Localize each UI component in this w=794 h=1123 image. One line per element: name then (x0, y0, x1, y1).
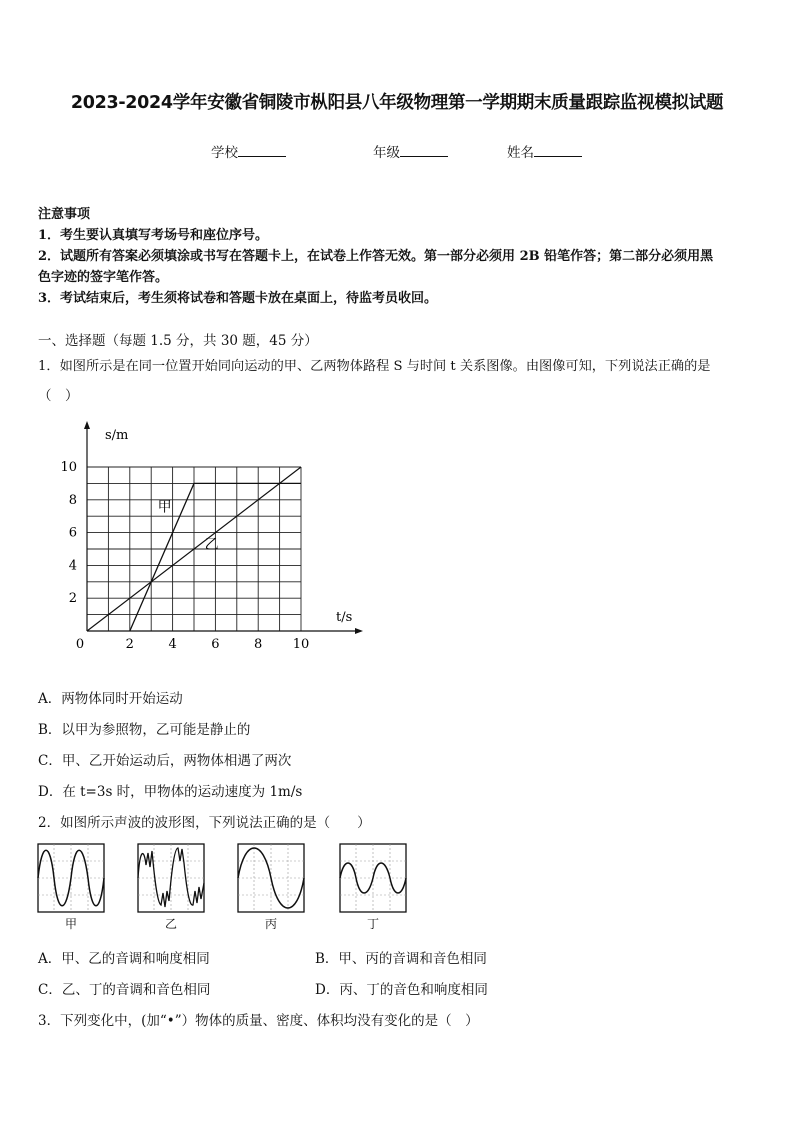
x-tick-label: 10 (292, 637, 310, 652)
series-label-yi: 乙 (204, 537, 219, 553)
q3-stem: 3．下列变化中，(加“•”）物体的质量、密度、体积均没有变化的是（ ） (38, 1013, 479, 1029)
q1-option-c[interactable]: C．甲、乙开始运动后，两物体相遇了两次 (38, 753, 292, 769)
waveform-bing-label: 丙 (264, 917, 277, 931)
q2-option-b[interactable]: B．甲、丙的音调和音色相同 (315, 951, 487, 967)
waveform-yi (137, 843, 205, 913)
q1-stem: 1．如图所示是在同一位置开始同向运动的甲、乙两物体路程 S 与时间 t 关系图像。由图像可知，下列说法正确的是 (38, 359, 711, 374)
q1-option-b[interactable]: B．以甲为参照物，乙可能是静止的 (38, 722, 251, 738)
waveform-bing (237, 843, 305, 913)
q2-option-a[interactable]: A．甲、乙的音调和响度相同 (38, 951, 210, 967)
grade-label: 年级 (373, 145, 400, 161)
x-axis-arrow (355, 628, 363, 634)
grade-blank[interactable] (400, 144, 448, 157)
y-tick-label: 8 (68, 492, 77, 508)
q1-stem-paren: （ ） (38, 388, 79, 404)
page-title: 2023-2024学年安徽省铜陵市枞阳县八年级物理第一学期期末质量跟踪监视模拟试题 (70, 93, 724, 113)
q2-option-c[interactable]: C．乙、丁的音调和音色相同 (38, 982, 211, 998)
y-axis-arrow (84, 421, 90, 429)
school-field (211, 141, 286, 161)
x-tick-label: 0 (75, 637, 85, 652)
notice-item-2: 2．试题所有答案必须填涂或书写在答题卡上，在试卷上作答无效。第一部分必须用 2B 铅笔作答；第二部分必须用黑 (38, 249, 714, 264)
x-tick-label: 8 (254, 637, 263, 652)
series-label-jia: 甲 (157, 499, 172, 516)
x-tick-label: 4 (168, 637, 177, 652)
q1-option-a[interactable]: A．两物体同时开始运动 (38, 691, 183, 707)
waveform-yi-label: 乙 (164, 917, 177, 931)
y-tick-label: 4 (68, 558, 77, 574)
school-label: 学校 (211, 145, 238, 161)
y-axis-label: s/m (105, 428, 129, 443)
x-axis-label: t/s (336, 610, 353, 625)
notice-item-2-cont: 色字迹的签字笔作答。 (38, 270, 169, 285)
waveform-jia (37, 843, 105, 913)
q2-option-d[interactable]: D．丙、丁的音色和响度相同 (315, 982, 488, 998)
name-field (507, 141, 582, 161)
y-tick-label: 6 (68, 525, 77, 541)
grade-field (373, 141, 448, 161)
notice-item-3: 3．考试结束后，考生须将试卷和答题卡放在桌面上，待监考员收回。 (38, 291, 438, 306)
waveform-jia-label: 甲 (64, 917, 77, 931)
section-heading: 一、选择题（每题 1.5 分，共 30 题，45 分） (38, 333, 318, 349)
y-tick-label: 10 (60, 460, 77, 475)
waveform-ding-label: 丁 (366, 917, 379, 931)
q2-stem: 2．如图所示声波的波形图，下列说法正确的是（ ） (38, 815, 371, 831)
name-label: 姓名 (507, 145, 534, 161)
x-tick-label: 6 (211, 637, 220, 652)
y-tick-label: 2 (68, 591, 77, 607)
x-tick-label: 2 (125, 637, 134, 652)
school-blank[interactable] (238, 144, 286, 157)
notice-item-1: 1．考生要认真填写考场号和座位序号。 (38, 228, 269, 243)
name-blank[interactable] (534, 144, 582, 157)
notice-heading: 注意事项 (38, 207, 91, 222)
q1-option-d[interactable]: D．在 t=3s 时，甲物体的运动速度为 1m/s (38, 784, 303, 800)
waveform-ding (339, 843, 407, 913)
q1-st-chart (50, 418, 370, 663)
